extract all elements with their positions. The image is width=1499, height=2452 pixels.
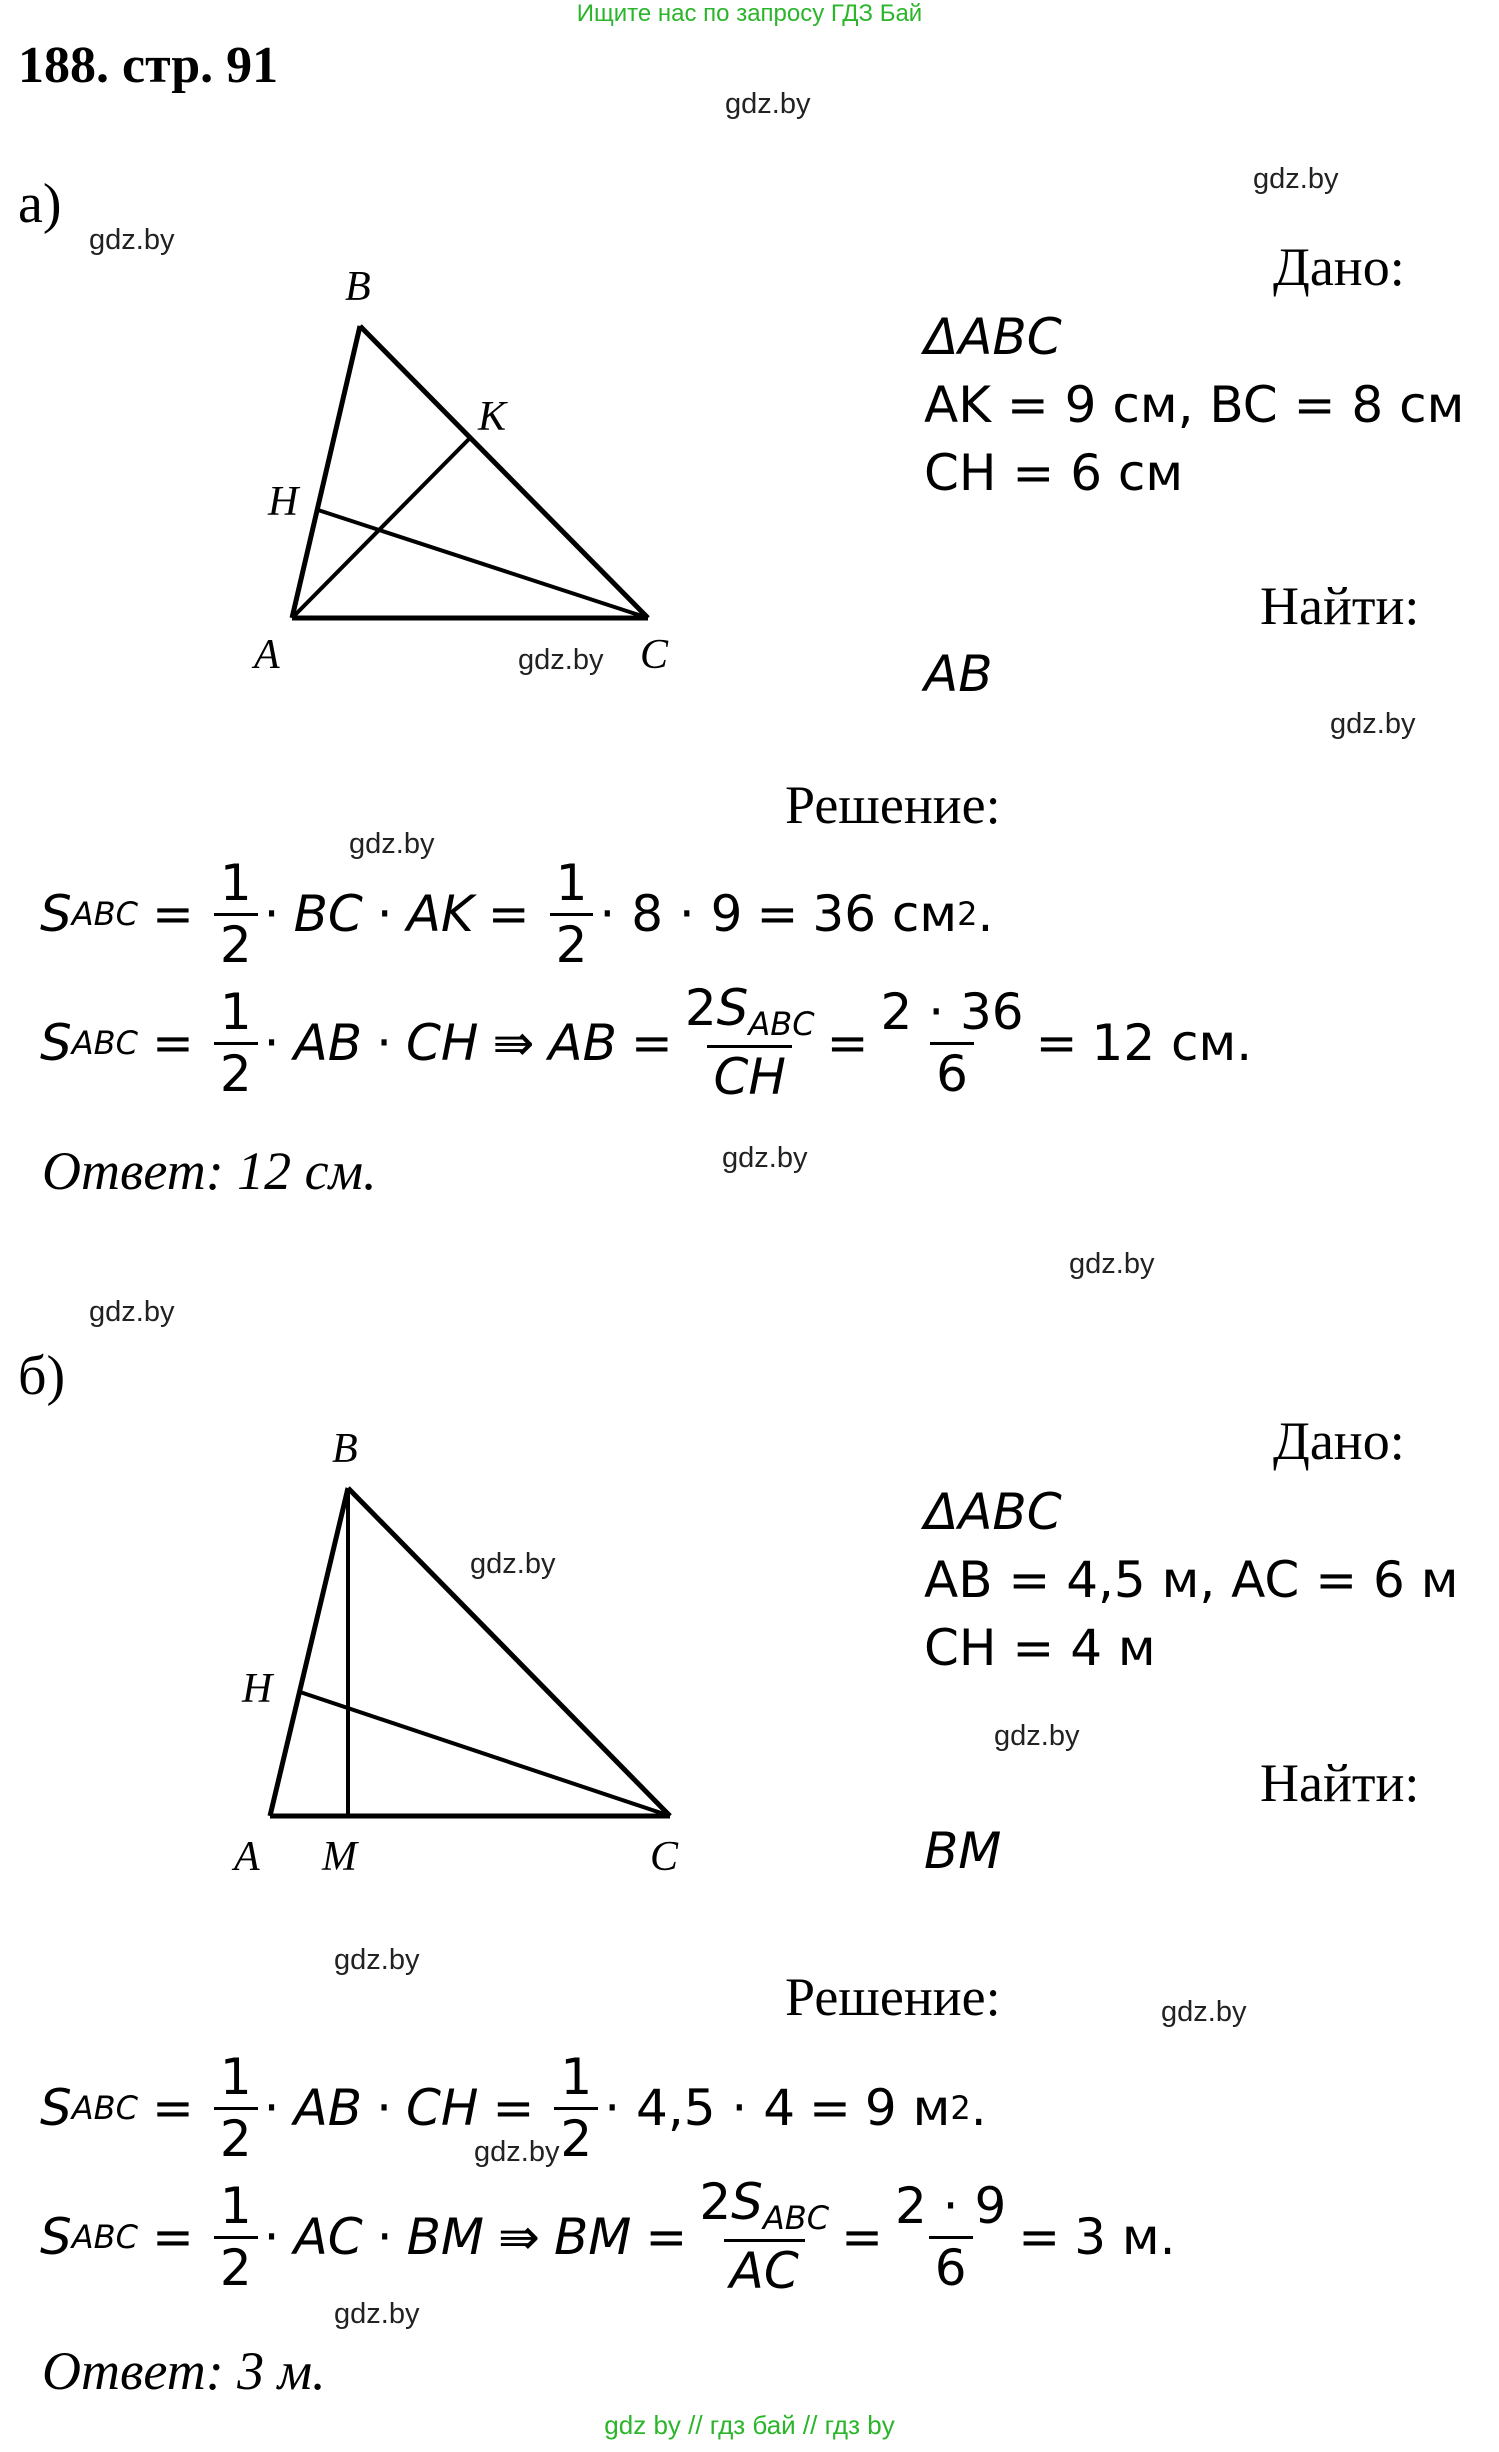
side-ab <box>270 1488 348 1816</box>
watermark: gdz.by <box>334 1944 420 1976</box>
given-ak-bc: AK = 9 см, BC = 8 см <box>924 376 1465 434</box>
watermark: gdz.by <box>349 828 435 860</box>
side-bc <box>360 326 648 618</box>
equation-a1: S ABC = $\frac{1}{2}$ · BC · AK = $\frac{1}{2}$ · 8 · 9 = 36 см 2 . <box>40 853 994 974</box>
top-banner: Ищите нас по запросу ГДЗ Бай <box>576 0 923 27</box>
find-heading-a: Найти: <box>1260 576 1420 636</box>
footer-links: gdz by // гдз бай // гдз by <box>604 2410 895 2440</box>
page-title: 188. стр. 91 <box>18 37 279 94</box>
equation-b2: S ABC = $\frac{1}{2}$ · AC · BM ⇛ BM = $\frac{2S_{ABC}}{AC}$ = $\frac{2 \cdot 9}{6}$ = 3 м. <box>40 2173 1176 2300</box>
solution-heading-a: Решение: <box>785 775 1001 835</box>
side-ab <box>292 326 360 618</box>
triangle-figure-b <box>230 1410 710 1890</box>
watermark: gdz.by <box>89 1296 175 1328</box>
watermark: gdz.by <box>722 1142 808 1174</box>
watermark: gdz.by <box>474 2136 560 2168</box>
vertex-label-b: B <box>332 1426 358 1472</box>
equation-a2: S ABC = $\frac{1}{2}$ · AB · CH ⇛ AB = $\frac{2S_{ABC}}{CH}$ = $\frac{2 \cdot 36}{6}$ = 12 см. <box>40 979 1253 1106</box>
segment-ak <box>292 438 470 618</box>
given-triangle-text: ΔABC <box>924 308 1062 366</box>
segment-ch <box>300 1692 670 1816</box>
vertex-label-a: A <box>234 1834 260 1880</box>
vertex-label-a: A <box>254 632 280 678</box>
find-value-b <box>924 1822 1001 1880</box>
watermark: gdz.by <box>1069 1248 1155 1280</box>
watermark: gdz.by <box>334 2298 420 2330</box>
watermark: gdz.by <box>994 1720 1080 1752</box>
point-label-h: H <box>268 479 299 525</box>
given-ch-b: CH = 4 м <box>924 1619 1156 1677</box>
triangle-figure-a <box>240 250 690 690</box>
part-a-label: а) <box>18 173 62 235</box>
watermark: gdz.by <box>470 1548 556 1580</box>
find-value-a-text: AB <box>924 645 993 703</box>
given-triangle-a <box>924 308 1062 366</box>
given-ab-ac: AB = 4,5 м, AC = 6 м <box>924 1551 1459 1609</box>
watermark: gdz.by <box>1253 163 1339 195</box>
find-heading-b: Найти: <box>1260 1753 1420 1813</box>
given-heading-a: Дано: <box>1273 237 1405 297</box>
point-label-k: K <box>478 394 507 440</box>
given-heading-b: Дано: <box>1273 1411 1405 1471</box>
watermark: gdz.by <box>89 224 175 256</box>
watermark: gdz.by <box>1330 708 1416 740</box>
point-label-m: M <box>322 1834 357 1880</box>
answer-a: Ответ: 12 см. <box>42 1141 377 1201</box>
solution-heading-b: Решение: <box>785 1967 1001 2027</box>
watermark: gdz.by <box>725 88 811 120</box>
point-label-h: H <box>242 1666 273 1712</box>
answer-b: Ответ: 3 м. <box>42 2341 326 2401</box>
segment-ch <box>318 510 648 618</box>
given-triangle-b <box>924 1483 1062 1541</box>
given-triangle-text: ΔABC <box>924 1483 1062 1541</box>
part-b-label: б) <box>18 1345 66 1407</box>
watermark: gdz.by <box>518 644 604 676</box>
find-value-b-text: BM <box>924 1822 1002 1880</box>
find-value-a <box>924 645 993 703</box>
side-bc <box>348 1488 670 1816</box>
equation-b1: S ABC = $\frac{1}{2}$ · AB · CH = $\frac{1}{2}$ · 4,5 · 4 = 9 м 2 . <box>40 2047 987 2168</box>
given-ch-a: CH = 6 см <box>924 444 1184 502</box>
vertex-label-c: C <box>640 632 669 678</box>
vertex-label-c: C <box>650 1834 679 1880</box>
watermark: gdz.by <box>1161 1996 1247 2028</box>
vertex-label-b: B <box>345 264 371 310</box>
